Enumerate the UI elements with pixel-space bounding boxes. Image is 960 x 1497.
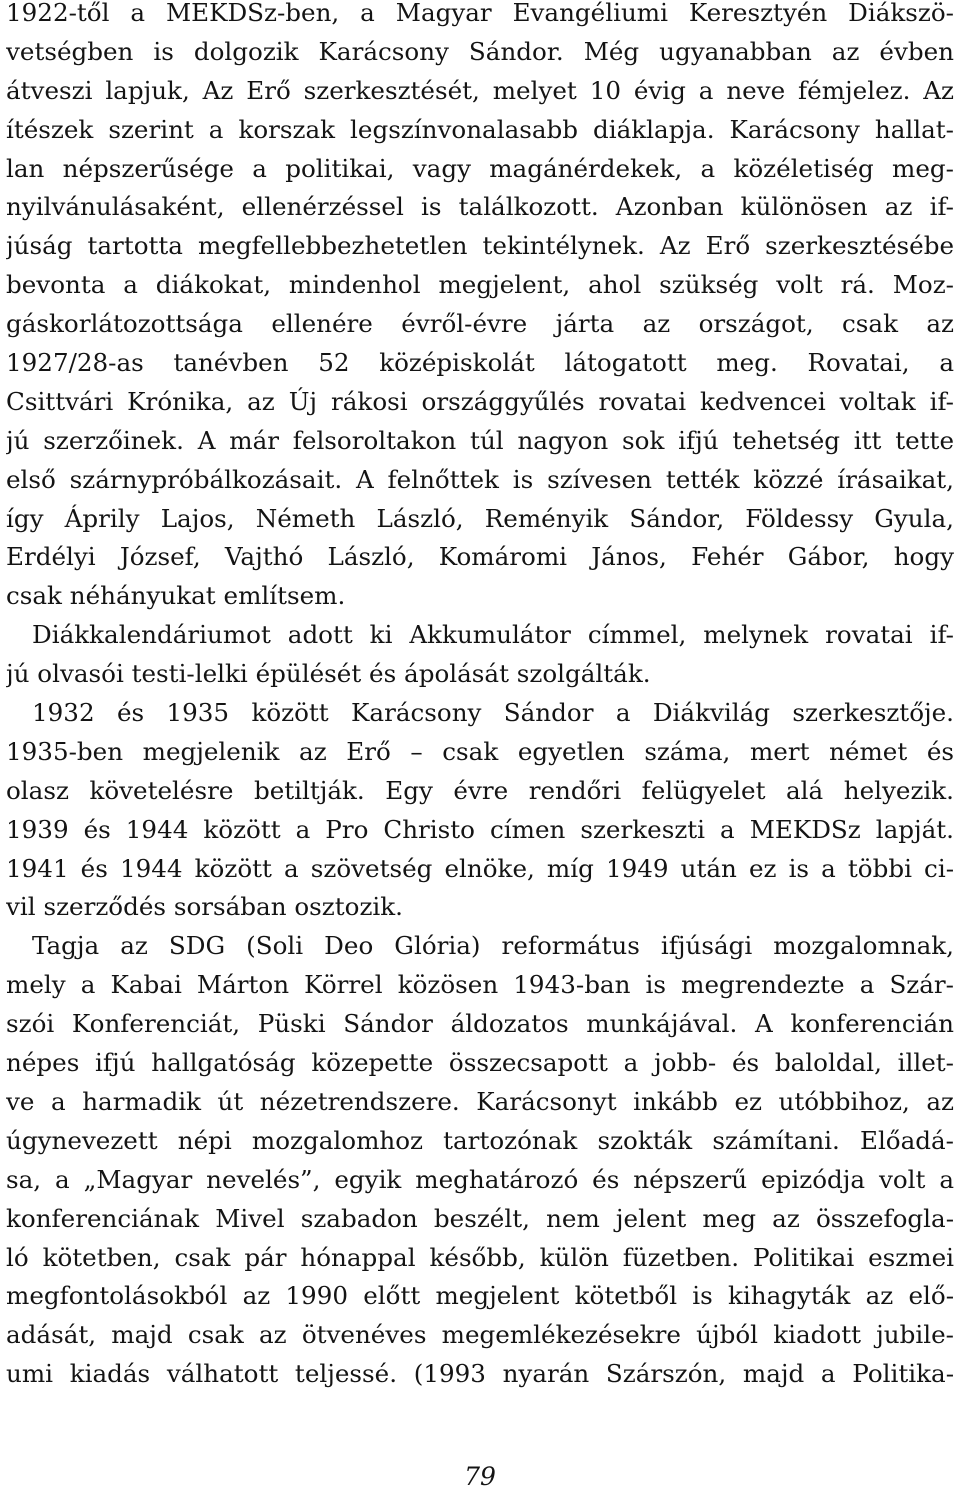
text-line: ló kötetben, csak pár hónappal később, külön füzetben. Politikai eszmei <box>6 1242 954 1272</box>
text-line: Diákkalendáriumot adott ki Akkumulátor címmel, melynek rovatai if- <box>32 620 954 650</box>
text-line: első szárnypróbálkozásait. A felnőttek is szívesen tették közzé írásaikat, <box>6 464 954 494</box>
text-line: sa, a „Magyar nevelés”, egyik meghatározó és népszerű epizódja volt a <box>6 1164 954 1194</box>
text-line: mely a Kabai Márton Körrel közösen 1943-ban is megrendezte a Szár- <box>6 970 954 1000</box>
text-line: gáskorlátozottsága ellenére évről-évre járta az országot, csak az <box>6 309 954 339</box>
body-text <box>6 0 954 1394</box>
text-line: konferenciának Mivel szabadon beszélt, nem jelent meg az összefogla- <box>6 1203 954 1233</box>
text-line: lan népszerűsége a politikai, vagy magánérdekek, a közéletiség meg- <box>6 153 954 183</box>
text-line: vil szerződés sorsában osztozik. <box>6 892 403 922</box>
text-line: ítészek szerint a korszak legszínvonalasabb diáklapja. Karácsony hallat- <box>6 114 954 144</box>
text-line: csak néhányukat említsem. <box>6 581 346 611</box>
text-line: átveszi lapjuk, Az Erő szerkesztését, melyet 10 évig a neve fémjelez. Az <box>6 75 954 105</box>
text-line: vetségben is dolgozik Karácsony Sándor. Még ugyanabban az évben <box>6 36 954 66</box>
text-line: 1935-ben megjelenik az Erő – csak egyetlen száma, mert német és <box>6 736 954 766</box>
text-line: így Áprily Lajos, Németh László, Reményik Sándor, Földessy Gyula, <box>6 503 954 533</box>
text-line: jú olvasói testi-lelki épülését és ápolását szolgálták. <box>6 659 651 689</box>
text-line: jú szerzőinek. A már felsoroltakon túl nagyon sok ifjú tehetség itt tette <box>6 425 954 455</box>
text-line: szói Konferenciát, Püski Sándor áldozatos munkájával. A konferencián <box>6 1009 954 1039</box>
text-line: Csittvári Krónika, az Új rákosi országgyűlés rovatai kedvencei voltak if- <box>6 386 954 416</box>
text-line: 1922-től a MEKDSz-ben, a Magyar Evangéliumi Keresztyén Diákszö- <box>6 0 954 27</box>
text-line: 1941 és 1944 között a szövetség elnöke, míg 1949 után ez is a többi ci- <box>6 853 954 883</box>
text-line: úgynevezett népi mozgalomhoz tartozónak szokták számítani. Előadá- <box>6 1125 954 1155</box>
text-line: ve a harmadik út nézetrendszere. Karácsonyt inkább ez utóbbihoz, az <box>6 1086 954 1116</box>
text-line: adását, majd csak az ötvenéves megemlékezésekre újból kiadott jubile- <box>6 1320 954 1350</box>
text-line: 1939 és 1944 között a Pro Christo címen szerkeszti a MEKDSz lapját. <box>6 814 954 844</box>
text-line: olasz követelésre betiltják. Egy évre rendőri felügyelet alá helyezik. <box>6 775 954 805</box>
text-line: megfontolásokból az 1990 előtt megjelent kötetből is kihagyták az elő- <box>6 1281 954 1311</box>
text-line: népes ifjú hallgatóság közepette összecsapott a jobb- és baloldal, illet- <box>6 1048 954 1078</box>
text-line: 1932 és 1935 között Karácsony Sándor a Diákvilág szerkesztője. <box>32 698 954 728</box>
document-page <box>6 0 954 1497</box>
text-line: nyilvánulásaként, ellenérzéssel is találkozott. Azonban különösen az if- <box>6 192 954 222</box>
text-line: umi kiadás válhatott teljessé. (1993 nyarán Szárszón, majd a Politika- <box>6 1359 954 1389</box>
page-number: 79 <box>464 1462 496 1491</box>
text-line: júság tartotta megfellebbezhetetlen tekintélynek. Az Erő szerkesztésébe <box>6 231 954 261</box>
text-line: Tagja az SDG (Soli Deo Glória) református ifjúsági mozgalomnak, <box>32 931 954 961</box>
text-line: Erdélyi József, Vajthó László, Komáromi János, Fehér Gábor, hogy <box>6 542 954 572</box>
text-line: bevonta a diákokat, mindenhol megjelent, ahol szükség volt rá. Moz- <box>6 270 954 300</box>
text-line: 1927/28-as tanévben 52 középiskolát látogatott meg. Rovatai, a <box>6 348 954 378</box>
